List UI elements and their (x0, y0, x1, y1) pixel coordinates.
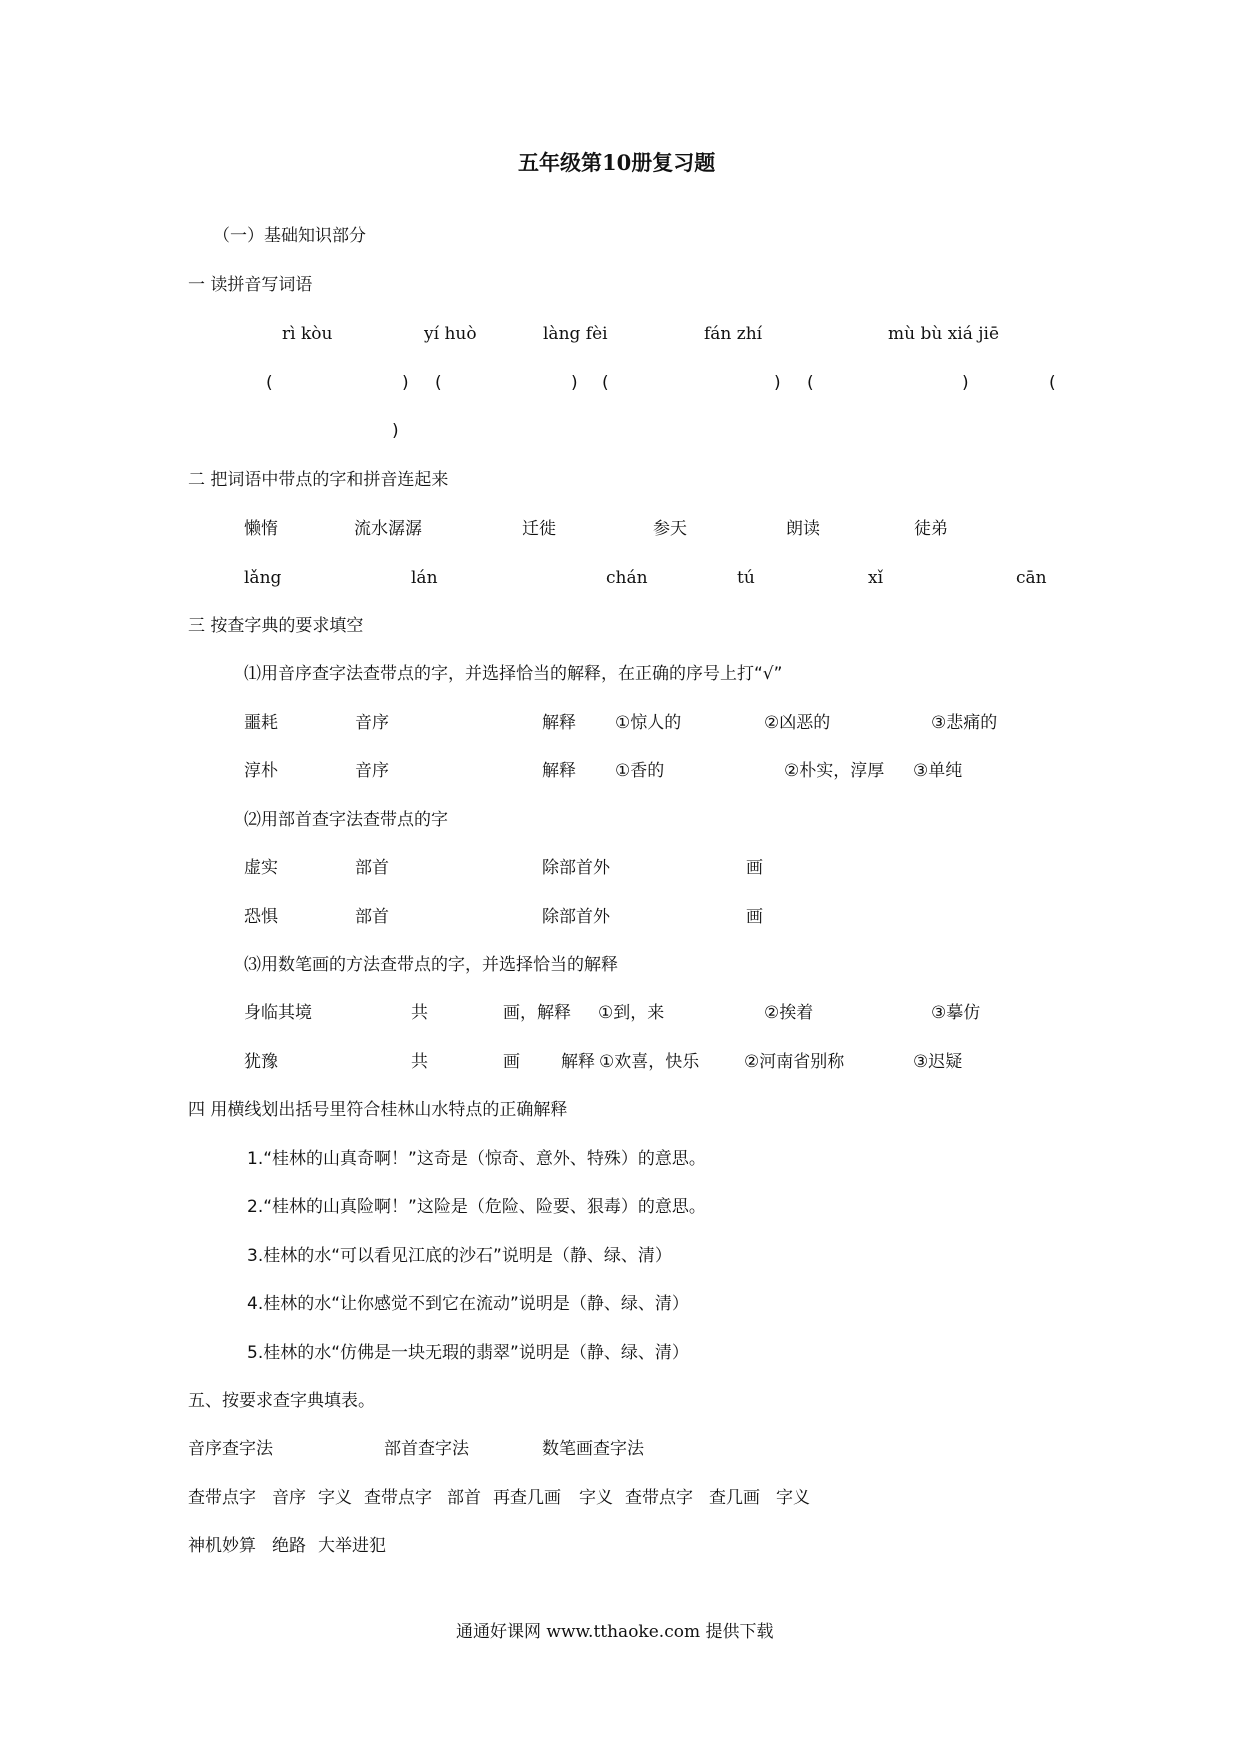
table-header-3: 字义 (318, 1488, 352, 1508)
q1-row2-option2: ②朴实，淳厚 (784, 761, 885, 781)
q3-row2-label3: 解释 (561, 1052, 595, 1072)
footer-site: 通通好课网 (456, 1622, 541, 1642)
pinyin-1: rì kòu (282, 324, 333, 344)
answer-bracket-close-4: ) (962, 373, 969, 393)
q1-row1-option1: ①惊人的 (615, 713, 682, 733)
q1-row1-option2: ②凶恶的 (764, 713, 831, 733)
answer-bracket-open-4: ( (807, 373, 814, 393)
q3-row1-label2: 画，解释 (503, 1003, 571, 1023)
s4-item-2: 2.“桂林的山真险啊！”这险是（危险、险要、狠毒）的意思。 (247, 1197, 706, 1217)
table-header-6: 再查几画 (493, 1488, 561, 1508)
answer-bracket-open-3: ( (602, 373, 609, 393)
page-title: 五年级第10册复习题 (518, 150, 716, 175)
answer-bracket-open-5: ( (1049, 373, 1056, 393)
q3-prompt: ⑶用数笔画的方法查带点的字，并选择恰当的解释 (244, 955, 618, 975)
answer-bracket-open-2: ( (435, 373, 442, 393)
q3-row1-option3: ③摹仿 (931, 1003, 981, 1023)
method-2: 部首查字法 (384, 1439, 469, 1459)
footer (456, 1620, 773, 1644)
q1-prompt: ⑴用音序查字法查带点的字，并选择恰当的解释，在正确的序号上打“√” (244, 664, 783, 684)
match-pinyin-1: lǎng (244, 568, 282, 588)
table-header-10: 字义 (776, 1488, 810, 1508)
answer-bracket-close-2: ) (571, 373, 578, 393)
q1-row2-label1: 音序 (355, 761, 389, 781)
q3-row1-word: 身临其境 (244, 1003, 312, 1023)
q2-row2-word: 恐惧 (244, 907, 278, 927)
pinyin-4: fán zhí (704, 324, 763, 344)
match-word-2: 流水潺潺 (354, 519, 422, 539)
match-word-1: 懒惰 (244, 519, 278, 539)
match-pinyin-3: chán (606, 568, 648, 588)
q2-row1-label1: 部首 (355, 858, 389, 878)
footer-suffix: 提供下载 (705, 1622, 774, 1642)
s4-item-3: 3.桂林的水“可以看见江底的沙石”说明是（静、绿、清） (247, 1246, 672, 1266)
table-header-8: 查带点字 (625, 1488, 693, 1508)
q2-row2-label3: 画 (746, 907, 763, 927)
q3-row2-option2: ②河南省别称 (744, 1052, 845, 1072)
match-word-6: 徒弟 (914, 519, 948, 539)
s4-item-5: 5.桂林的水“仿佛是一块无瑕的翡翠”说明是（静、绿、清） (247, 1343, 689, 1363)
q1-row1-label1: 音序 (355, 713, 389, 733)
section1-heading: 一 读拼音写词语 (188, 275, 313, 295)
answer-bracket-close-3: ) (774, 373, 781, 393)
match-word-4: 参天 (653, 519, 687, 539)
s4-item-4: 4.桂林的水“让你感觉不到它在流动”说明是（静、绿、清） (247, 1294, 689, 1314)
match-word-3: 迁徙 (522, 519, 556, 539)
q1-row2-option3: ③单纯 (913, 761, 963, 781)
match-pinyin-5: xǐ (868, 568, 884, 588)
match-pinyin-6: cān (1016, 568, 1047, 588)
table-word-1: 神机妙算 (188, 1536, 256, 1556)
footer-url[interactable]: www.tthaoke.com (546, 1622, 701, 1642)
q1-row2-word: 淳朴 (244, 761, 278, 781)
q3-row1-label1: 共 (411, 1003, 428, 1023)
q3-row2-label1: 共 (411, 1052, 428, 1072)
q2-row1-label3: 画 (746, 858, 763, 878)
section2-heading: 二 把词语中带点的字和拼音连起来 (188, 470, 449, 490)
table-header-9: 查几画 (709, 1488, 760, 1508)
table-header-7: 字义 (579, 1488, 613, 1508)
q1-row1-word: 噩耗 (244, 713, 278, 733)
q2-row2-label2: 除部首外 (542, 907, 610, 927)
q2-row2-label1: 部首 (355, 907, 389, 927)
match-word-5: 朗读 (786, 519, 820, 539)
part-heading: （一）基础知识部分 (213, 226, 366, 246)
section4-heading: 四 用横线划出括号里符合桂林山水特点的正确解释 (188, 1100, 568, 1120)
answer-bracket-close-1: ) (402, 373, 409, 393)
method-3: 数笔画查字法 (542, 1439, 644, 1459)
pinyin-2: yí huò (424, 324, 477, 344)
method-1: 音序查字法 (188, 1439, 273, 1459)
q3-row2-label2: 画 (503, 1052, 520, 1072)
table-header-1: 查带点字 (188, 1488, 256, 1508)
answer-bracket-open-1: ( (266, 373, 273, 393)
q2-row1-word: 虚实 (244, 858, 278, 878)
q3-row2-word: 犹豫 (244, 1052, 278, 1072)
table-header-4: 查带点字 (364, 1488, 432, 1508)
q1-row2-label2: 解释 (542, 761, 576, 781)
section5-heading: 五、按要求查字典填表。 (188, 1391, 375, 1411)
q1-row2-option1: ①香的 (615, 761, 665, 781)
q3-row2-option1: ①欢喜，快乐 (599, 1052, 700, 1072)
table-header-2: 音序 (272, 1488, 306, 1508)
pinyin-5: mù bù xiá jiē (888, 324, 1000, 344)
pinyin-3: làng fèi (543, 324, 608, 344)
q2-row1-label2: 除部首外 (542, 858, 610, 878)
s4-item-1: 1.“桂林的山真奇啊！”这奇是（惊奇、意外、特殊）的意思。 (247, 1149, 706, 1169)
q3-row2-option3: ③迟疑 (913, 1052, 963, 1072)
table-word-3: 大举进犯 (318, 1536, 386, 1556)
answer-bracket-close-5: ) (392, 421, 399, 441)
section3-heading: 三 按查字典的要求填空 (188, 616, 364, 636)
q3-row1-option1: ①到，来 (598, 1003, 665, 1023)
q1-row1-option3: ③悲痛的 (931, 713, 998, 733)
q3-row1-option2: ②挨着 (764, 1003, 814, 1023)
table-header-5: 部首 (447, 1488, 481, 1508)
q2-prompt: ⑵用部首查字法查带点的字 (244, 810, 448, 830)
table-word-2: 绝路 (272, 1536, 306, 1556)
q1-row1-label2: 解释 (542, 713, 576, 733)
match-pinyin-2: lán (411, 568, 438, 588)
match-pinyin-4: tú (737, 568, 755, 588)
